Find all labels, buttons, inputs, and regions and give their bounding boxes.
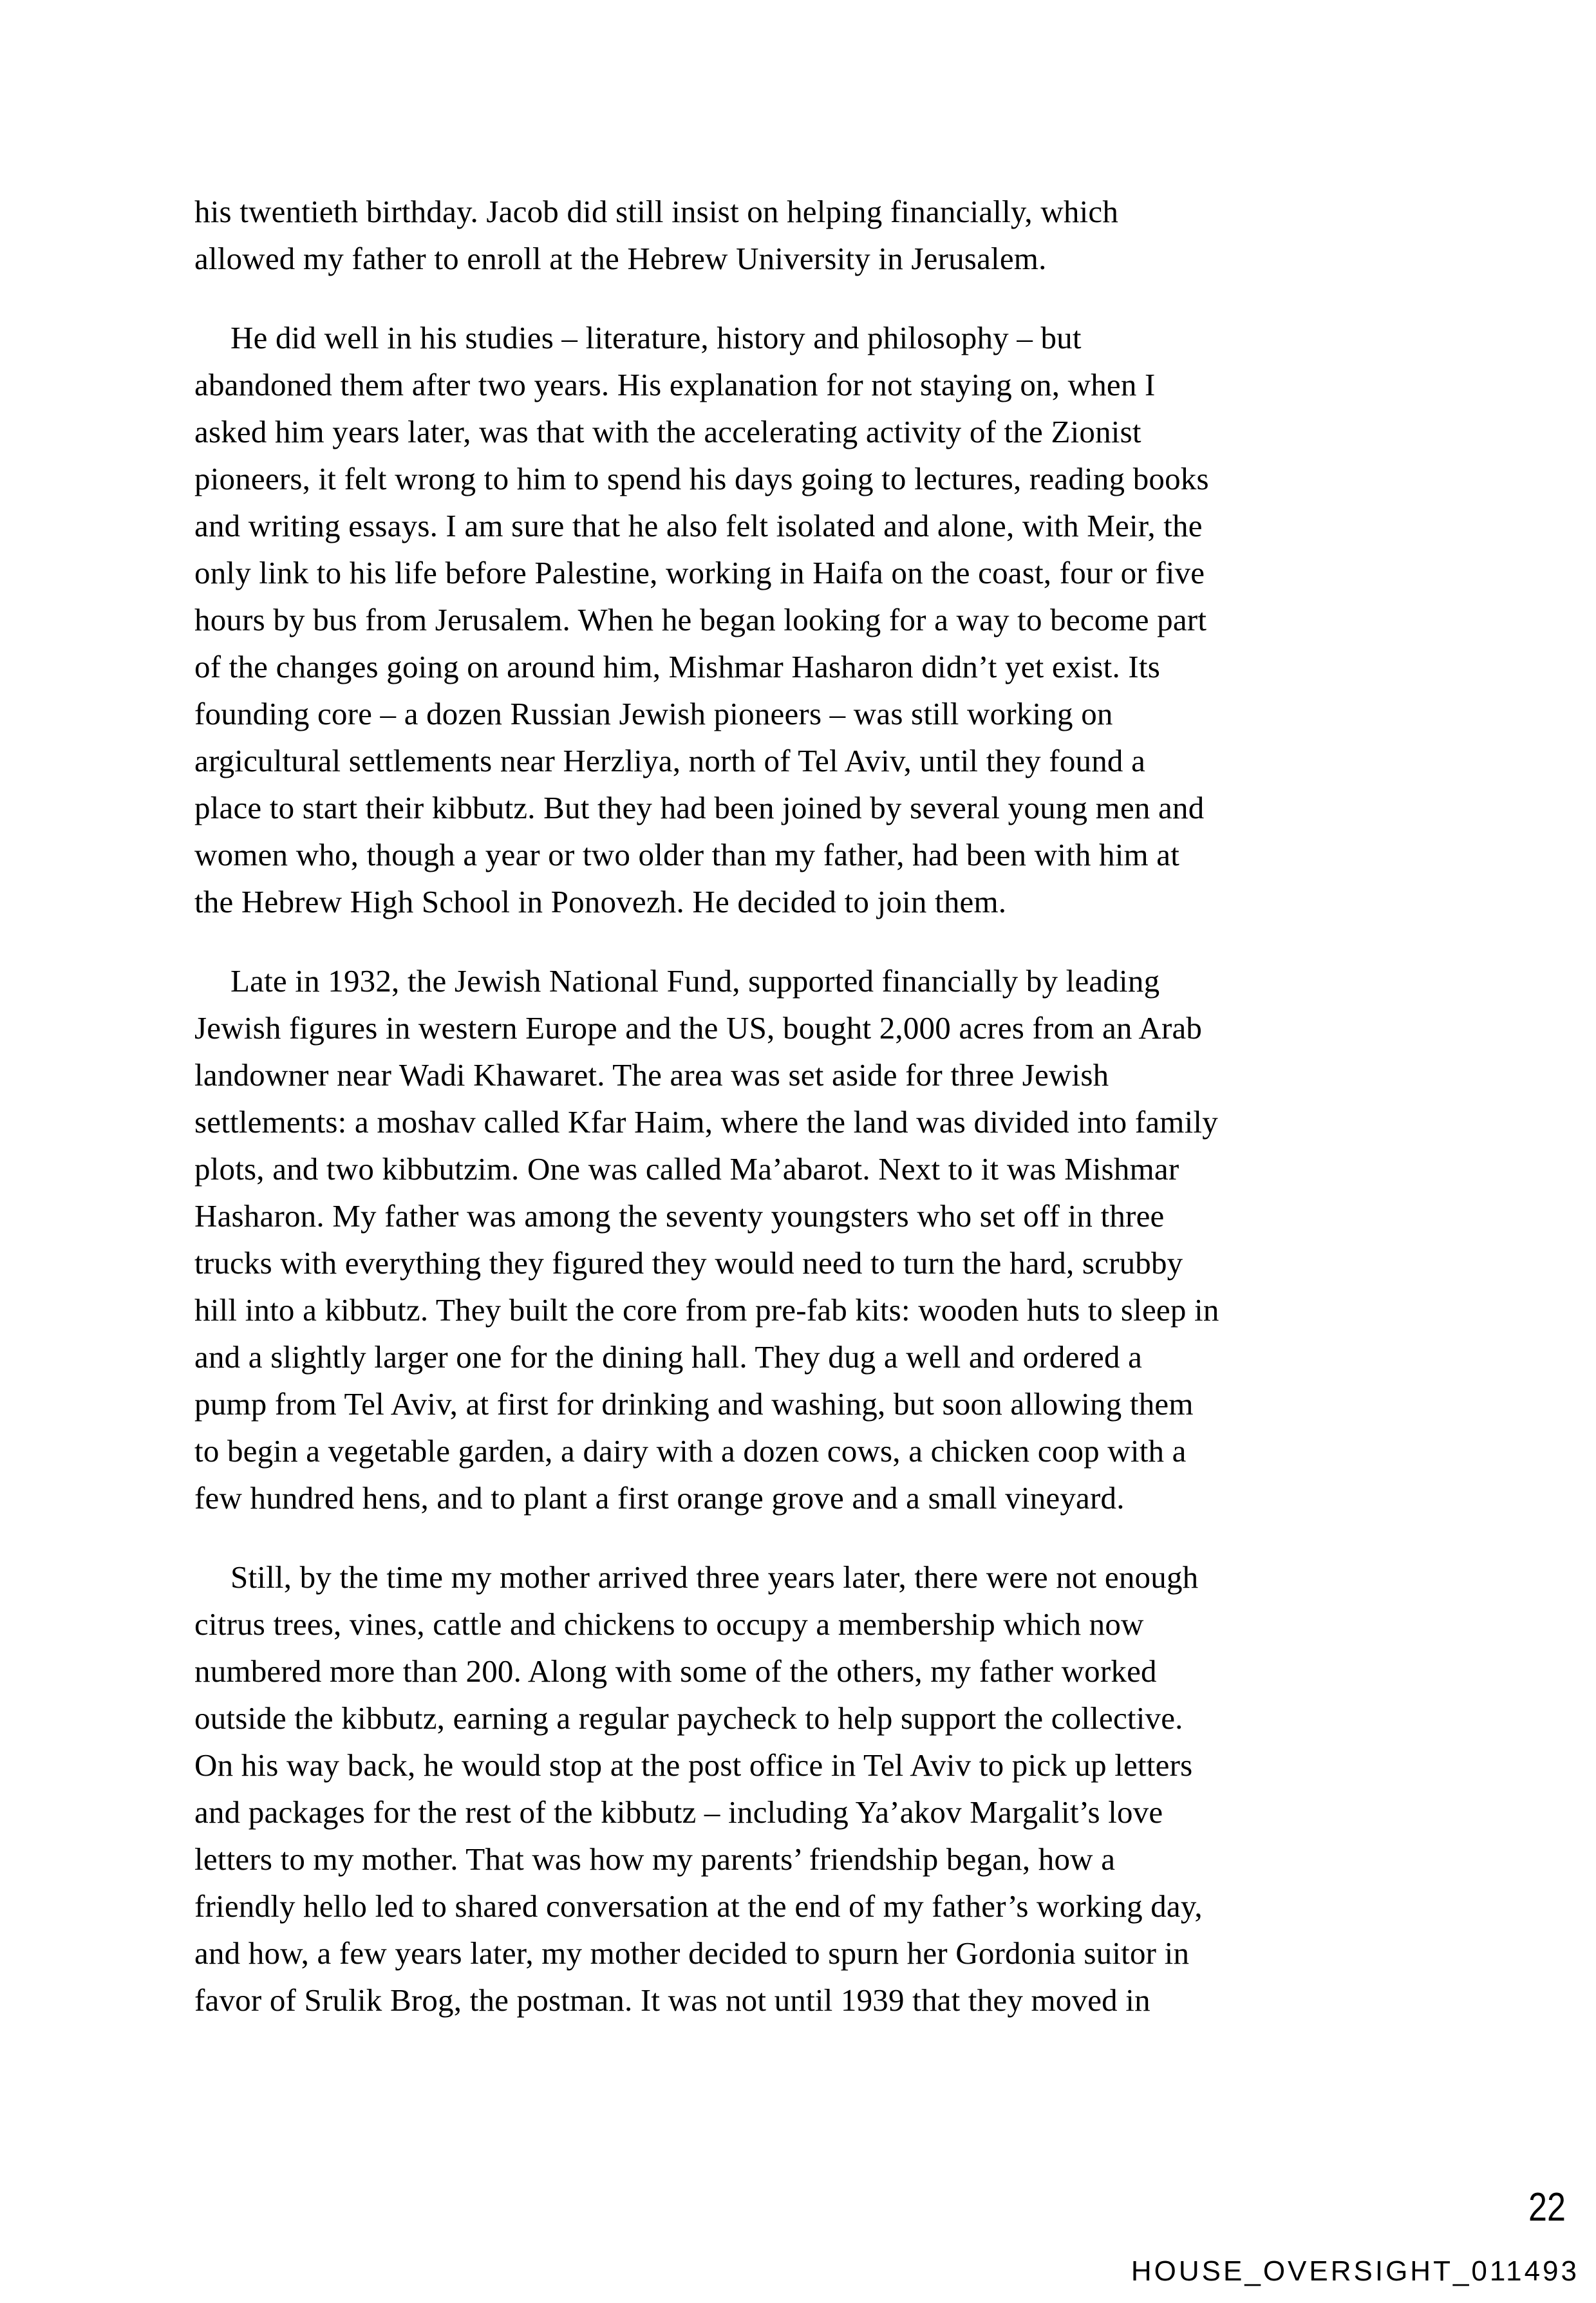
text-line: Jewish figures in western Europe and the US, bought 2,000 acres from an Arab <box>194 1010 1203 1046</box>
text-line: trucks with everything they figured they would need to turn the hard, scrubby <box>194 1245 1183 1281</box>
text-line: Late in 1932, the Jewish National Fund, supported financially by leading <box>230 963 1160 999</box>
text-line: of the changes going on around him, Mishmar Hasharon didn’t yet exist. Its <box>194 649 1160 684</box>
paragraph <box>194 1554 1393 2024</box>
text-line: pioneers, it felt wrong to him to spend his days going to lectures, reading books <box>194 461 1209 496</box>
text-line: friendly hello led to shared conversation at the end of my father’s working day, <box>194 1888 1203 1924</box>
text-line: favor of Srulik Brog, the postman. It was not until 1939 that they moved in <box>194 1982 1150 2018</box>
text-line: women who, though a year or two older than my father, had been with him at <box>194 837 1180 872</box>
text-line: plots, and two kibbutzim. One was called Ma’abarot. Next to it was Mishmar <box>194 1151 1179 1187</box>
paragraph <box>194 188 1393 282</box>
text-line: citrus trees, vines, cattle and chickens to occupy a membership which now <box>194 1606 1144 1642</box>
text-line: to begin a vegetable garden, a dairy with a dozen cows, a chicken coop with a <box>194 1433 1187 1469</box>
text-line: outside the kibbutz, earning a regular paycheck to help support the collective. <box>194 1700 1183 1736</box>
paragraph <box>194 314 1393 925</box>
text-line: and how, a few years later, my mother decided to spurn her Gordonia suitor in <box>194 1935 1190 1971</box>
page-number: 22 <box>1528 2185 1566 2230</box>
text-line: abandoned them after two years. His explanation for not staying on, when I <box>194 367 1156 402</box>
bates-stamp: HOUSE_OVERSIGHT_011493 <box>1131 2255 1579 2287</box>
text-line: and packages for the rest of the kibbutz – including Ya’akov Margalit’s love <box>194 1794 1163 1830</box>
text-line: settlements: a moshav called Kfar Haim, where the land was divided into family <box>194 1104 1218 1140</box>
text-line: and writing essays. I am sure that he also felt isolated and alone, with Meir, the <box>194 508 1203 543</box>
text-line: allowed my father to enroll at the Hebrew University in Jerusalem. <box>194 241 1047 276</box>
text-line: Hasharon. My father was among the seventy youngsters who set off in three <box>194 1198 1165 1234</box>
paragraph <box>194 957 1393 1521</box>
text-line: and a slightly larger one for the dining hall. They dug a well and ordered a <box>194 1339 1143 1375</box>
text-line: place to start their kibbutz. But they had been joined by several young men and <box>194 790 1205 825</box>
text-line: landowner near Wadi Khawaret. The area was set aside for three Jewish <box>194 1057 1109 1093</box>
text-line: On his way back, he would stop at the post office in Tel Aviv to pick up letters <box>194 1747 1193 1783</box>
text-line: his twentieth birthday. Jacob did still insist on helping financially, which <box>194 194 1119 229</box>
text-line: letters to my mother. That was how my parents’ friendship began, how a <box>194 1841 1116 1877</box>
text-line: hours by bus from Jerusalem. When he began looking for a way to become part <box>194 602 1207 637</box>
text-line: argicultural settlements near Herzliya, north of Tel Aviv, until they found a <box>194 743 1146 778</box>
text-line: numbered more than 200. Along with some of the others, my father worked <box>194 1653 1157 1689</box>
text-line: He did well in his studies – literature, history and philosophy – but <box>230 320 1082 355</box>
text-line: the Hebrew High School in Ponovezh. He decided to join them. <box>194 884 1007 919</box>
body-text <box>194 188 1393 2024</box>
text-line: pump from Tel Aviv, at first for drinking and washing, but soon allowing them <box>194 1386 1194 1422</box>
text-line: asked him years later, was that with the accelerating activity of the Zionist <box>194 414 1141 449</box>
text-line: Still, by the time my mother arrived three years later, there were not enough <box>230 1559 1199 1595</box>
text-line: hill into a kibbutz. They built the core from pre-fab kits: wooden huts to sleep in <box>194 1292 1219 1328</box>
text-line: only link to his life before Palestine, working in Haifa on the coast, four or five <box>194 555 1205 590</box>
text-line: few hundred hens, and to plant a first orange grove and a small vineyard. <box>194 1480 1125 1516</box>
text-line: founding core – a dozen Russian Jewish pioneers – was still working on <box>194 696 1113 731</box>
